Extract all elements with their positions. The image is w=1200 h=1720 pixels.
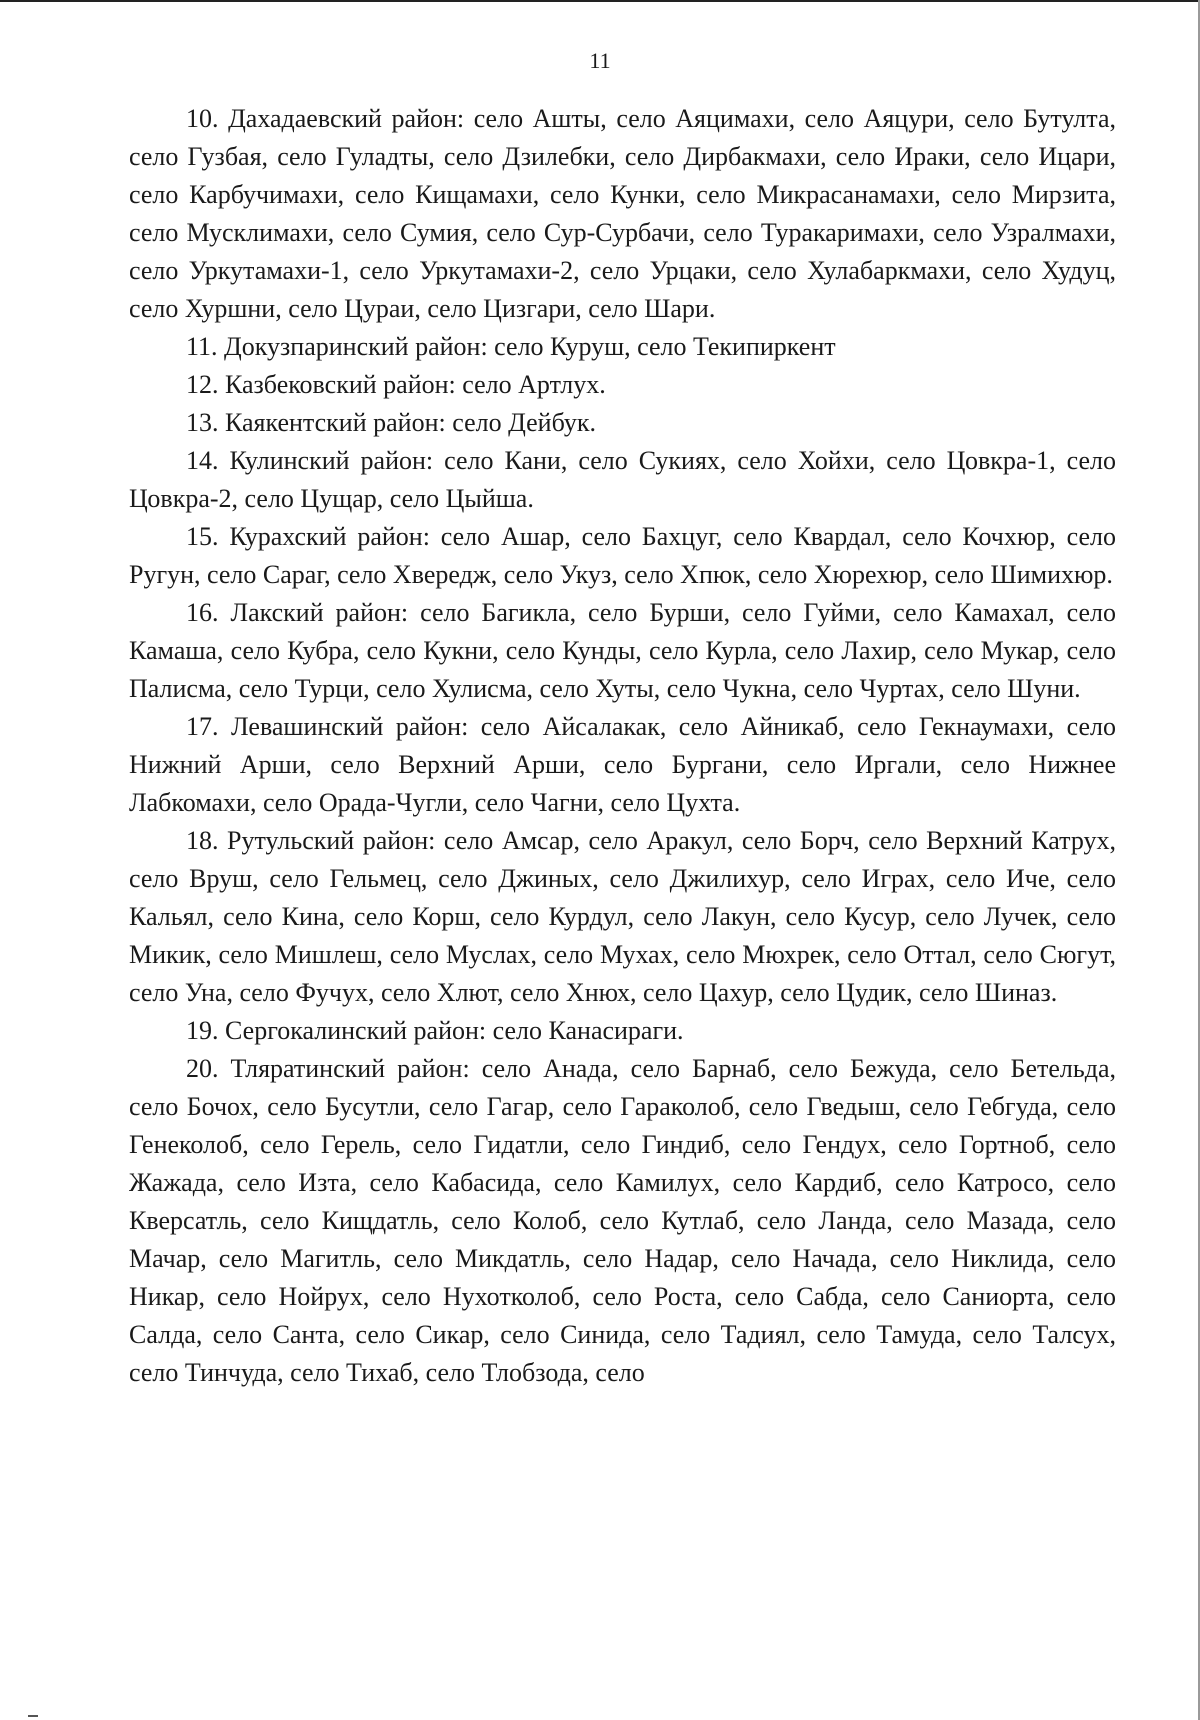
paragraph-district-17: 17. Левашинский район: село Айсалакак, село Айникаб, село Гекнаумахи, село Нижний Арши, село Верхний Арши, село Бургани, село Иргали, село Нижнее Лабкомахи, село Орада-Чугли, село Чагни, село Цухта. [129,712,1116,817]
paragraph-district-18: 18. Рутульский район: село Амсар, село Аракул, село Борч, село Верхний Катрух, село Вруш, село Гельмец, село Джиных, село Джилихур, село Играх, село Иче, село Кальял, село Кина, село Корш, село Курдул, село Лакун, село Кусур, село Лучек, село Микик, село Мишлеш, село Муслах, село Мухах, село Мюхрек, село Оттал, село Сюгут, село Уна, село Фучух, село Хлют, село Хнюх, село Цахур, село Цудик, село Шиназ. [129,826,1116,1007]
paragraph-district-20: 20. Тляратинский район: село Анада, село Барнаб, село Бежуда, село Бетельда, село Бочох, село Бусутли, село Гагар, село Гараколоб, село Гведыш, село Гебгуда, село Генеколоб, село Герель, село Гидатли, село Гиндиб, село Гендух, село Гортноб, село Жажада, село Изта, село Кабасида, село Камилух, село Кардиб, село Катросо, село Кверсатль, село Кищдатль, село Колоб, село Кутлаб, село Ланда, село Мазада, село Мачар, село Магитль, село Микдатль, село Надар, село Начада, село Никлида, село Никар, село Нойрух, село Нухотколоб, село Роста, село Сабда, село Саниорта, село Салда, село Санта, село Сикар, село Синида, село Тадиял, село Тамуда, село Талсух, село Тинчуда, село Тихаб, село Тлобзода, село [129,1054,1116,1387]
paragraph-district-12: 12. Казбековский район: село Артлух. [186,370,606,399]
paragraph-district-13: 13. Каякентский район: село Дейбук. [186,408,596,437]
top-edge-line [0,0,1200,2]
scan-mark [28,1715,38,1717]
paragraph-district-16: 16. Лакский район: село Багикла, село Бурши, село Гуйми, село Камахал, село Камаша, село Кубра, село Кукни, село Кунды, село Курла, село Лахир, село Мукар, село Палисма, село Турци, село Хулисма, село Хуты, село Чукна, село Чуртах, село Шуни. [129,598,1116,703]
paragraph-district-11: 11. Докузпаринский район: село Куруш, село Текипиркент [186,332,836,361]
page-number: 11 [589,48,611,73]
paragraph-district-10: 10. Дахадаевский район: село Ашты, село Аяцимахи, село Аяцури, село Бутулта, село Гузбая, село Гуладты, село Дзилебки, село Дирбакмахи, село Ираки, село Ицари, село Карбучимахи, село Кищамахи, село Кунки, село Микрасанамахи, село Мирзита, село Мусклимахи, село Сумия, село Сур-Сурбачи, село Туракаримахи, село Узралмахи, село Уркутамахи-1, село Уркутамахи-2, село Урцаки, село Хулабаркмахи, село Худуц, село Хуршни, село Цураи, село Цизгари, село Шари. [129,104,1116,323]
paragraph-district-15: 15. Курахский район: село Ашар, село Бахцуг, село Квардал, село Кочхюр, село Ругун, село Сараг, село Хвередж, село Укуз, село Хпюк, село Хюрехюр, село Шимихюр. [129,522,1116,589]
paragraph-district-19: 19. Сергокалинский район: село Канасираги. [186,1016,684,1045]
paragraph-district-14: 14. Кулинский район: село Кани, село Сукиях, село Хойхи, село Цовкра-1, село Цовкра-2, село Цущар, село Цыйша. [129,446,1116,513]
document-body [129,100,1116,1392]
